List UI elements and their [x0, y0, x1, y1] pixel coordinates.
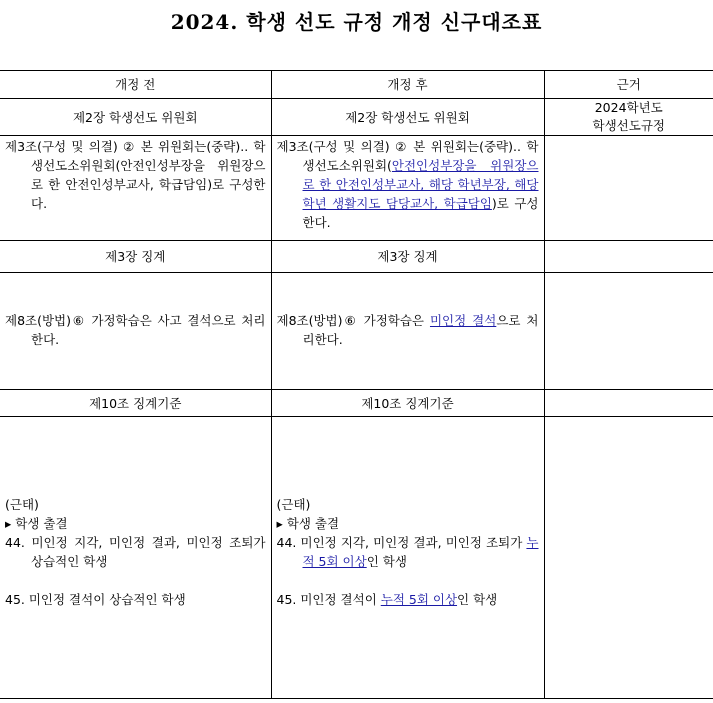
- attendance-after-group: (근태): [276, 497, 311, 512]
- article8-after-cell: [271, 273, 544, 390]
- chapter3-basis: [544, 241, 713, 273]
- article8-before-text: 제8조(방법)⑥ 가정학습은 사고 결석으로 처리한다.: [5, 313, 266, 347]
- item44-change: 누적 5회 이상: [302, 535, 539, 569]
- article10-row: [0, 390, 713, 417]
- article10-before: 제10조 징계기준: [0, 390, 271, 417]
- chapter2-before: 제2장 학생선도 위원회: [0, 99, 271, 136]
- article3-after-cell: [271, 136, 544, 241]
- header-before: 개정 전: [0, 71, 271, 99]
- article8-before-cell: [0, 273, 271, 390]
- attendance-before-group: (근태): [5, 497, 39, 512]
- article3-before-text: 제3조(구성 및 의결) ② 본 위원회는(중략).. 학생선도소위원회(안전인성부장을 위원장으로 한 안전인성부교사, 학급담임)로 구성한다.: [5, 139, 266, 211]
- item45-change: 누적 5회 이상: [380, 592, 458, 607]
- attendance-after-item45: [277, 590, 539, 609]
- attendance-before-cell: [0, 417, 271, 699]
- article3-after-suffix: )로 구성한다.: [302, 196, 539, 230]
- chapter3-row: [0, 241, 713, 273]
- article8-after-suffix: 으로 처리한다.: [302, 313, 539, 347]
- article10-basis: [544, 390, 713, 417]
- attendance-after-item44: [277, 533, 539, 571]
- article8-after-prefix: 제8조(방법)⑥ 가정학습은: [276, 313, 430, 328]
- document-title: 2024. 학생 선도 규정 개정 신구대조표: [170, 10, 543, 34]
- article10-after: 제10조 징계기준: [271, 390, 544, 417]
- attendance-basis-cell: [544, 417, 713, 699]
- chapter2-row: [0, 99, 713, 136]
- article3-after-text: [277, 137, 539, 232]
- header-after: 개정 후: [271, 71, 544, 99]
- attendance-before-item45: 45. 미인정 결석이 상습적인 학생: [5, 592, 186, 607]
- article3-after-prefix: 제3조(구성 및 의결) ② 본 위원회는(중략).. 학생선도소위원회(: [276, 139, 539, 173]
- item45-prefix: 45. 미인정 결석이: [276, 592, 381, 607]
- article3-row: [0, 136, 713, 241]
- article8-after-text: [277, 311, 539, 349]
- article3-before-cell: [0, 136, 271, 241]
- article8-basis-cell: [544, 273, 713, 390]
- attendance-before-bullet: ▸ 학생 출결: [5, 516, 68, 531]
- article3-basis-cell: [544, 136, 713, 241]
- article8-after-change: 미인정 결석: [429, 313, 497, 328]
- attendance-after-bullet: ▸ 학생 출결: [276, 516, 340, 531]
- chapter2-basis: [544, 99, 713, 136]
- spacer: [277, 571, 539, 590]
- chapter2-after: 제2장 학생선도 위원회: [271, 99, 544, 136]
- basis-year: 2024학년도: [594, 100, 663, 115]
- item44-suffix: 인 학생: [366, 554, 407, 569]
- chapter3-after: 제3장 징계: [271, 241, 544, 273]
- item45-suffix: 인 학생: [457, 592, 498, 607]
- spacer: [5, 571, 266, 590]
- header-row: [0, 71, 713, 99]
- item44-prefix: 44. 미인정 지각, 미인정 결과, 미인정 조퇴가: [276, 535, 527, 550]
- article3-after-change: 안전인성부장을 위원장으로 한 안전인성부교사, 해당 학년부장, 해당학년 생활지도 담당교사, 학급담임: [302, 158, 539, 211]
- header-basis: 근거: [544, 71, 713, 99]
- attendance-after-cell: [271, 417, 544, 699]
- attendance-before-item44: 44. 미인정 지각, 미인정 결과, 미인정 조퇴가 상습적인 학생: [5, 535, 266, 569]
- basis-regulation: 학생선도규정: [592, 118, 665, 133]
- chapter3-before: 제3장 징계: [0, 241, 271, 273]
- comparison-table: [0, 70, 713, 699]
- article8-row: [0, 273, 713, 390]
- attendance-row: [0, 417, 713, 699]
